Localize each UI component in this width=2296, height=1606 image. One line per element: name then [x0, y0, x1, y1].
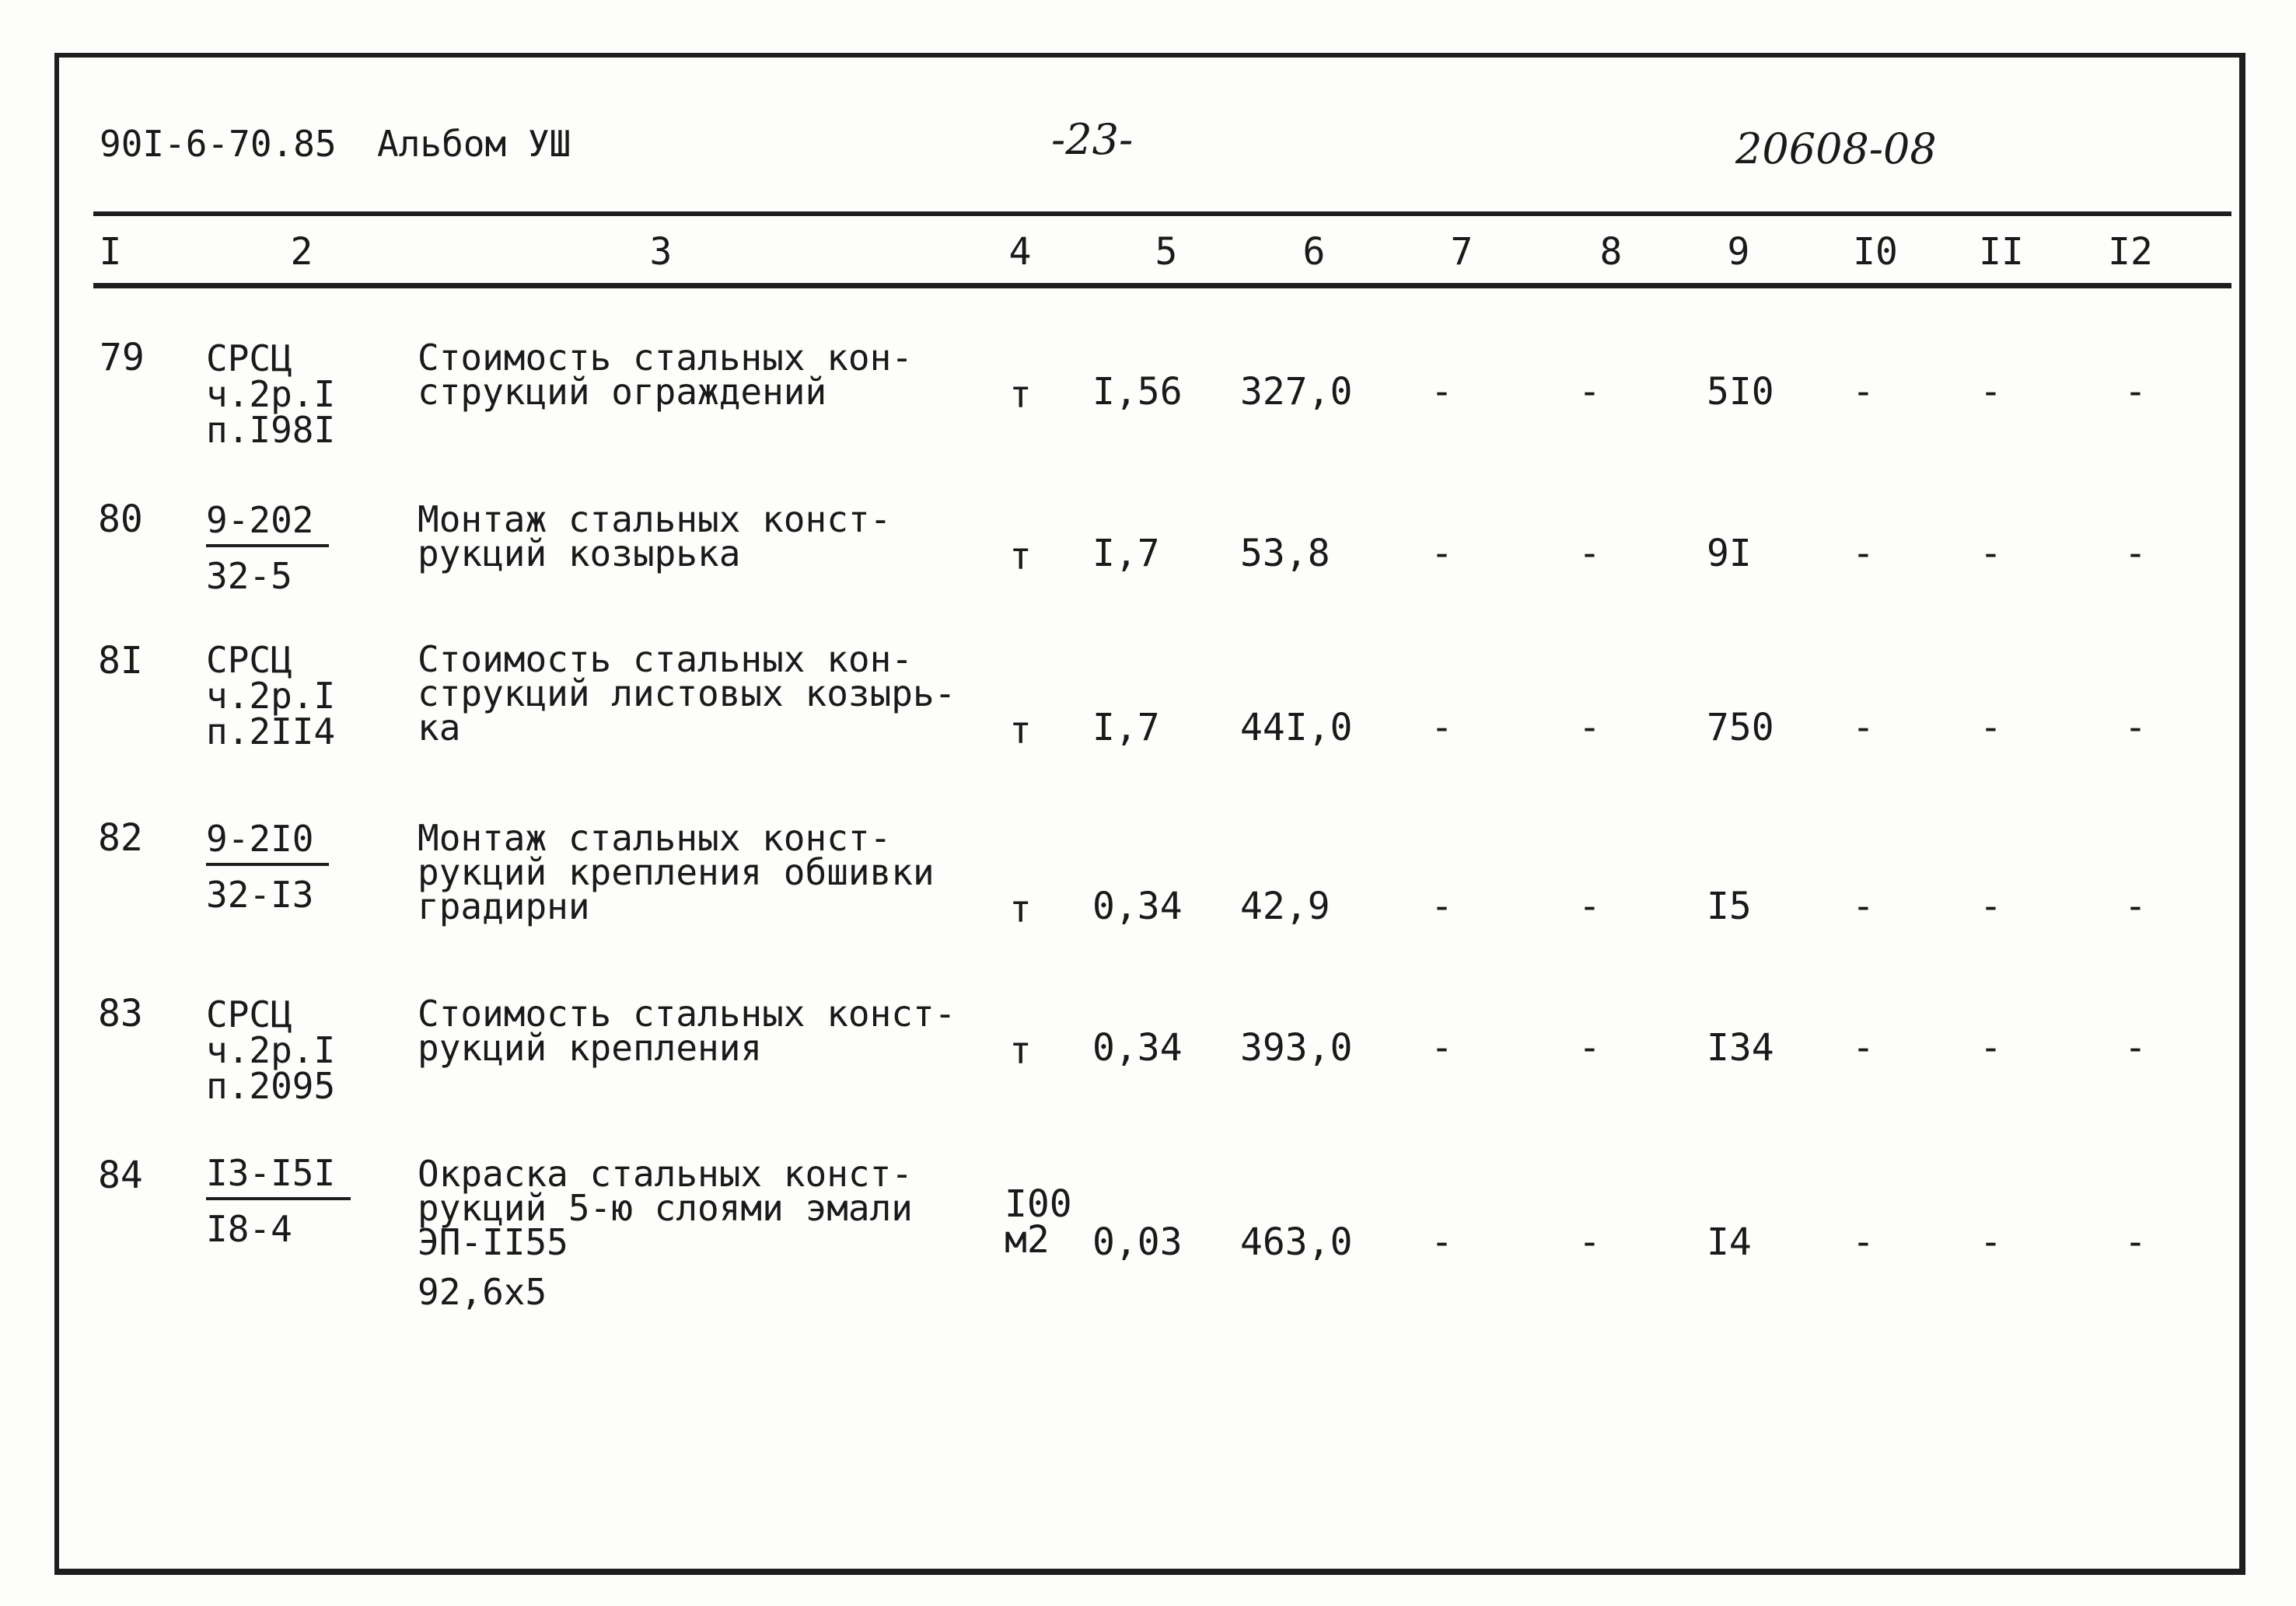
column-11-value: -: [1980, 1026, 2002, 1070]
column-12-value: -: [2124, 370, 2147, 414]
column-header: I0: [1853, 230, 1898, 274]
column-header: 3: [649, 230, 673, 274]
column-12-value: -: [2124, 885, 2147, 928]
column-10-value: -: [1852, 370, 1875, 414]
column-header: 8: [1599, 230, 1623, 274]
total-cost: I5: [1707, 885, 1752, 928]
column-8-value: -: [1578, 532, 1601, 575]
column-10-value: -: [1852, 532, 1875, 575]
quantity: I,56: [1092, 370, 1183, 414]
work-description: Монтаж стальных конст- рукций крепления обшивки градирни: [418, 817, 935, 927]
reference-code: $\frac{9-202}{32-5}$: [206, 502, 329, 594]
row-number: 84: [98, 1154, 143, 1197]
column-7-value: -: [1431, 532, 1453, 575]
work-description: Монтаж стальных конст- рукций козырька: [418, 498, 892, 574]
reference-code: $\frac{9-2I0}{32-I3}$: [206, 821, 329, 913]
row-number: 82: [98, 816, 143, 860]
document-code: 90I-6-70.85: [100, 123, 337, 165]
total-cost: 750: [1707, 706, 1774, 749]
column-header: 4: [1008, 230, 1032, 274]
row-number: 79: [100, 336, 145, 379]
total-cost: I34: [1707, 1026, 1774, 1070]
column-11-value: -: [1980, 706, 2002, 749]
column-11-value: -: [1980, 1220, 2002, 1264]
column-8-value: -: [1578, 370, 1601, 414]
page-number: -23-: [1051, 115, 1134, 164]
column-11-value: -: [1980, 885, 2002, 928]
column-10-value: -: [1852, 1220, 1875, 1264]
quantity: I,7: [1092, 706, 1160, 749]
reference-code: СРСЦ ч.2р.I п.2095: [206, 993, 336, 1107]
column-header: 6: [1302, 230, 1326, 274]
column-10-value: -: [1852, 885, 1875, 928]
unit: т: [1009, 888, 1032, 931]
column-7-value: -: [1431, 885, 1453, 928]
column-7-value: -: [1431, 1220, 1453, 1264]
unit-cost: 44I,0: [1240, 706, 1353, 749]
column-header: I2: [2108, 230, 2153, 274]
row-number: 80: [98, 498, 143, 541]
total-cost: I4: [1707, 1220, 1752, 1264]
column-7-value: -: [1431, 706, 1453, 749]
unit: т: [1009, 1029, 1032, 1073]
column-header: 5: [1155, 230, 1178, 274]
unit: т: [1009, 373, 1032, 417]
header-top-rule: [93, 211, 2231, 216]
row-number: 8I: [98, 639, 143, 683]
quantity: 0,34: [1092, 885, 1183, 928]
reference-code: $\frac{I3-I5I}{I8-4}$: [206, 1155, 351, 1247]
column-header: 7: [1450, 230, 1473, 274]
reference-code: СРСЦ ч.2р.I п.2II4: [206, 639, 336, 752]
unit-cost: 42,9: [1240, 885, 1330, 928]
work-description: Окраска стальных конст- рукций 5-ю слоями эмали ЭП-II55: [418, 1153, 913, 1263]
column-11-value: -: [1980, 370, 2002, 414]
unit-cost: 463,0: [1240, 1220, 1353, 1264]
column-header: I: [99, 230, 122, 274]
album-label: Альбом УШ: [377, 123, 571, 165]
reference-code: СРСЦ ч.2р.I п.I98I: [206, 337, 336, 451]
column-12-value: -: [2124, 706, 2147, 749]
unit: I00 м2: [1005, 1182, 1072, 1262]
unit: т: [1009, 709, 1032, 752]
total-cost: 5I0: [1707, 370, 1774, 414]
total-cost: 9I: [1707, 532, 1752, 575]
document-number: 20608-08: [1735, 124, 1937, 173]
work-description: Стоимость стальных конст- рукций крепления: [418, 993, 956, 1069]
column-header: 9: [1727, 230, 1750, 274]
column-12-value: -: [2124, 1220, 2147, 1264]
unit: т: [1009, 535, 1032, 578]
work-description: Стоимость стальных кон- струкций листовых козырь- ка: [418, 638, 956, 749]
column-12-value: -: [2124, 1026, 2147, 1070]
unit-cost: 393,0: [1240, 1026, 1353, 1070]
quantity: 0,34: [1092, 1026, 1183, 1070]
column-7-value: -: [1431, 1026, 1453, 1070]
quantity: I,7: [1092, 532, 1160, 575]
column-header: II: [1979, 230, 2024, 274]
row-number: 83: [98, 992, 143, 1035]
quantity: 0,03: [1092, 1220, 1183, 1264]
column-8-value: -: [1578, 1026, 1601, 1070]
work-description: Стоимость стальных кон- струкций ограждений: [418, 337, 913, 413]
column-10-value: -: [1852, 706, 1875, 749]
column-8-value: -: [1578, 885, 1601, 928]
column-8-value: -: [1578, 1220, 1601, 1264]
page-frame: [54, 53, 2245, 1575]
paint-area-note: 92,6х5: [418, 1271, 547, 1313]
column-8-value: -: [1578, 706, 1601, 749]
header-bottom-rule: [93, 283, 2231, 288]
unit-cost: 327,0: [1240, 370, 1353, 414]
column-7-value: -: [1431, 370, 1453, 414]
column-10-value: -: [1852, 1026, 1875, 1070]
column-11-value: -: [1980, 532, 2002, 575]
column-12-value: -: [2124, 532, 2147, 575]
column-header: 2: [290, 230, 313, 274]
unit-cost: 53,8: [1240, 532, 1330, 575]
